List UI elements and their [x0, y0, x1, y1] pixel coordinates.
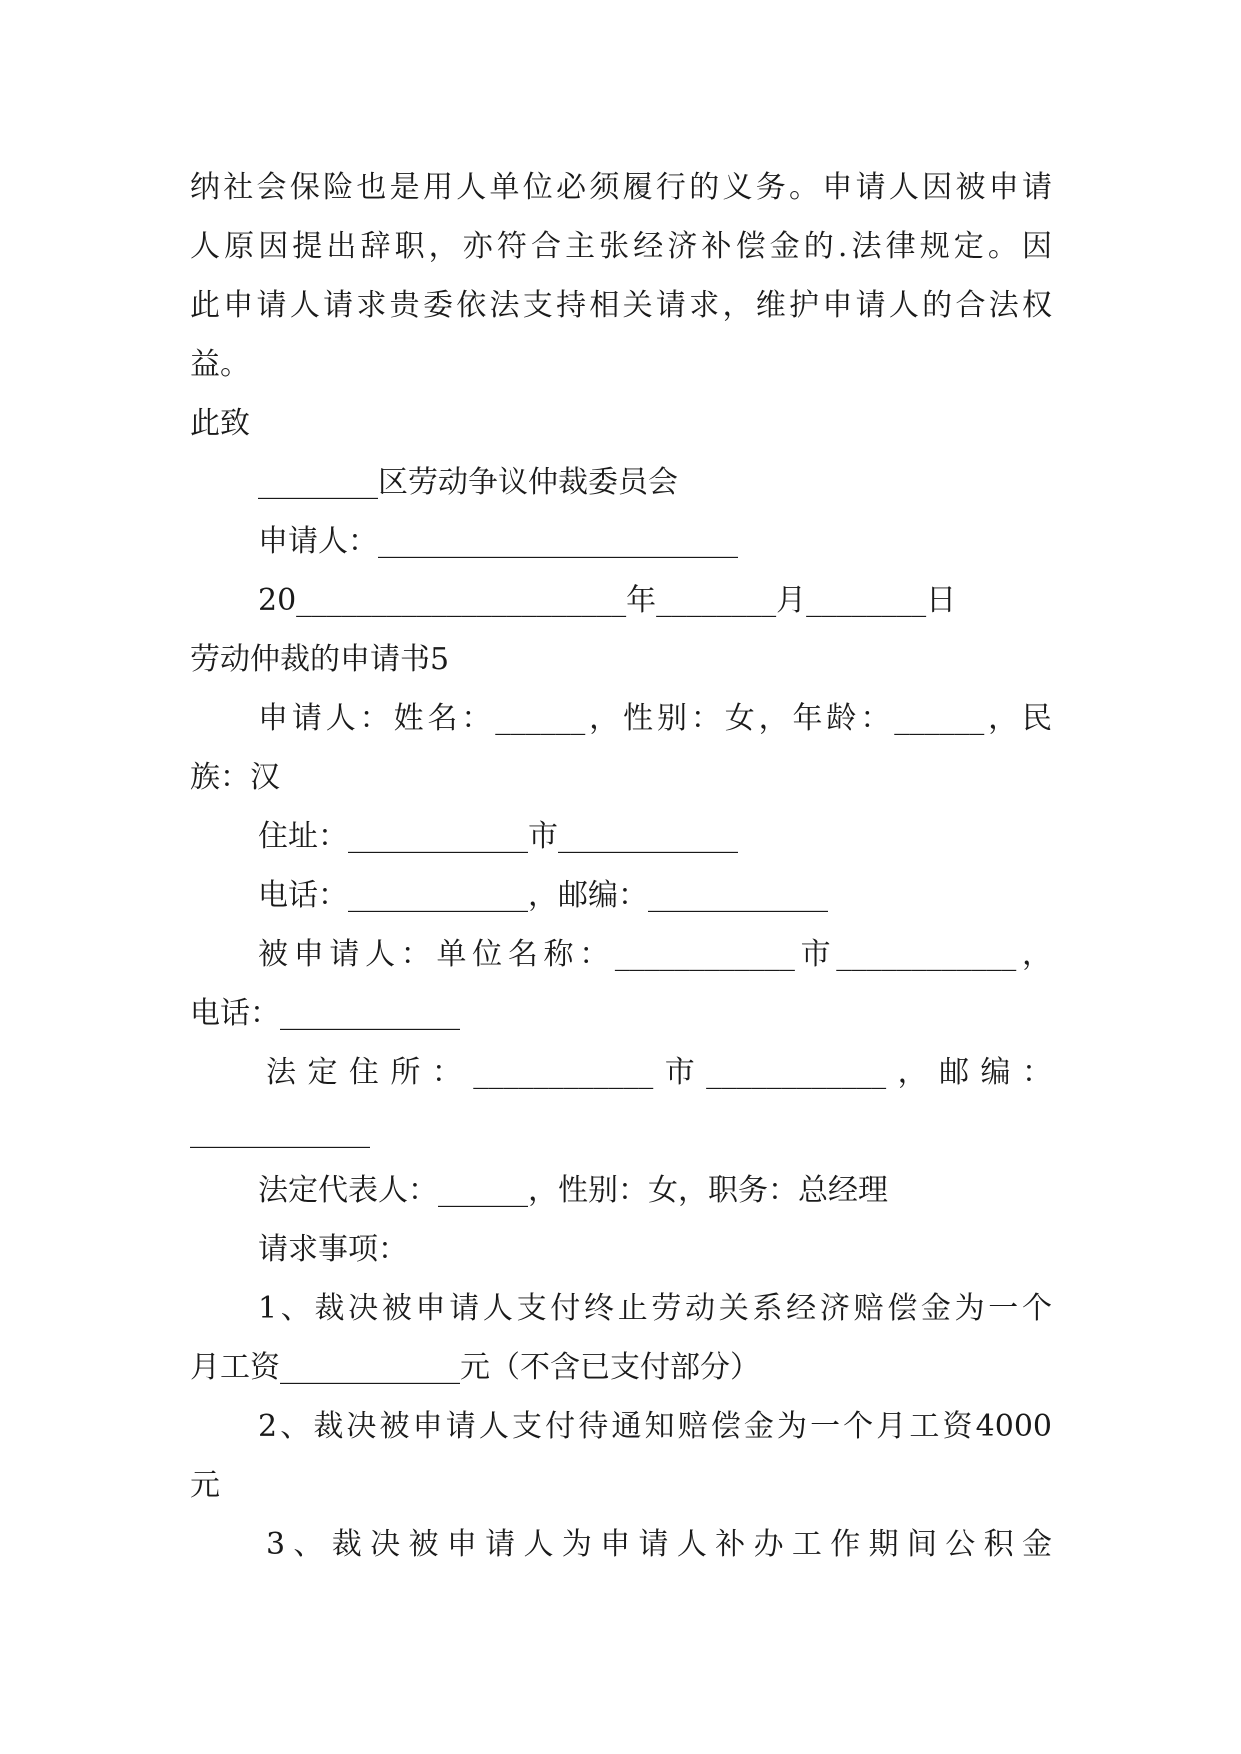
- respondent-line: 被申请人：单位名称：____________市____________，: [258, 937, 1052, 972]
- postcode-blank-line: ____________: [190, 1114, 370, 1149]
- claim-item-3: 3、裁决被申请人为申请人补办工作期间公积金: [266, 1527, 1052, 1562]
- applicant-signature-line: 申请人：________________________: [258, 524, 738, 559]
- text-line: 此申请人请求贵委依法支持相关请求，维护申请人的合法权: [190, 288, 1052, 323]
- text-line: 益。: [190, 347, 250, 382]
- section-heading: 劳动仲裁的申请书5: [190, 642, 450, 677]
- recipient-line: ________区劳动争议仲裁委员会: [258, 465, 678, 500]
- respondent-phone-line: 电话：____________: [190, 996, 460, 1031]
- salutation: 此致: [190, 406, 250, 441]
- date-line: 20______________________年________月________日: [258, 583, 957, 618]
- claim-item-2: 2、裁决被申请人支付待通知赔偿金为一个月工资4000: [258, 1409, 1052, 1444]
- legal-representative-line: 法定代表人：______，性别：女，职务：总经理: [258, 1173, 888, 1208]
- text-line: 元: [190, 1468, 220, 1503]
- text-line: 族：汉: [190, 760, 280, 795]
- address-line: 住址：____________市____________: [258, 819, 738, 854]
- text-line: 月工资____________元（不含已支付部分）: [190, 1350, 760, 1385]
- legal-address-line: 法定住所：____________市____________，邮编：: [266, 1055, 1052, 1090]
- applicant-info-line: 申请人：姓名：______，性别：女，年龄：______，民: [258, 701, 1052, 736]
- claims-heading: 请求事项：: [258, 1232, 408, 1267]
- phone-line: 电话：____________，邮编：____________: [258, 878, 828, 913]
- claim-item-1: 1、裁决被申请人支付终止劳动关系经济赔偿金为一个: [258, 1291, 1052, 1326]
- text-line: 人原因提出辞职，亦符合主张经济补偿金的.法律规定。因: [190, 229, 1052, 264]
- text-line: 纳社会保险也是用人单位必须履行的义务。申请人因被申请: [190, 170, 1052, 205]
- document-body: [190, 158, 1052, 1574]
